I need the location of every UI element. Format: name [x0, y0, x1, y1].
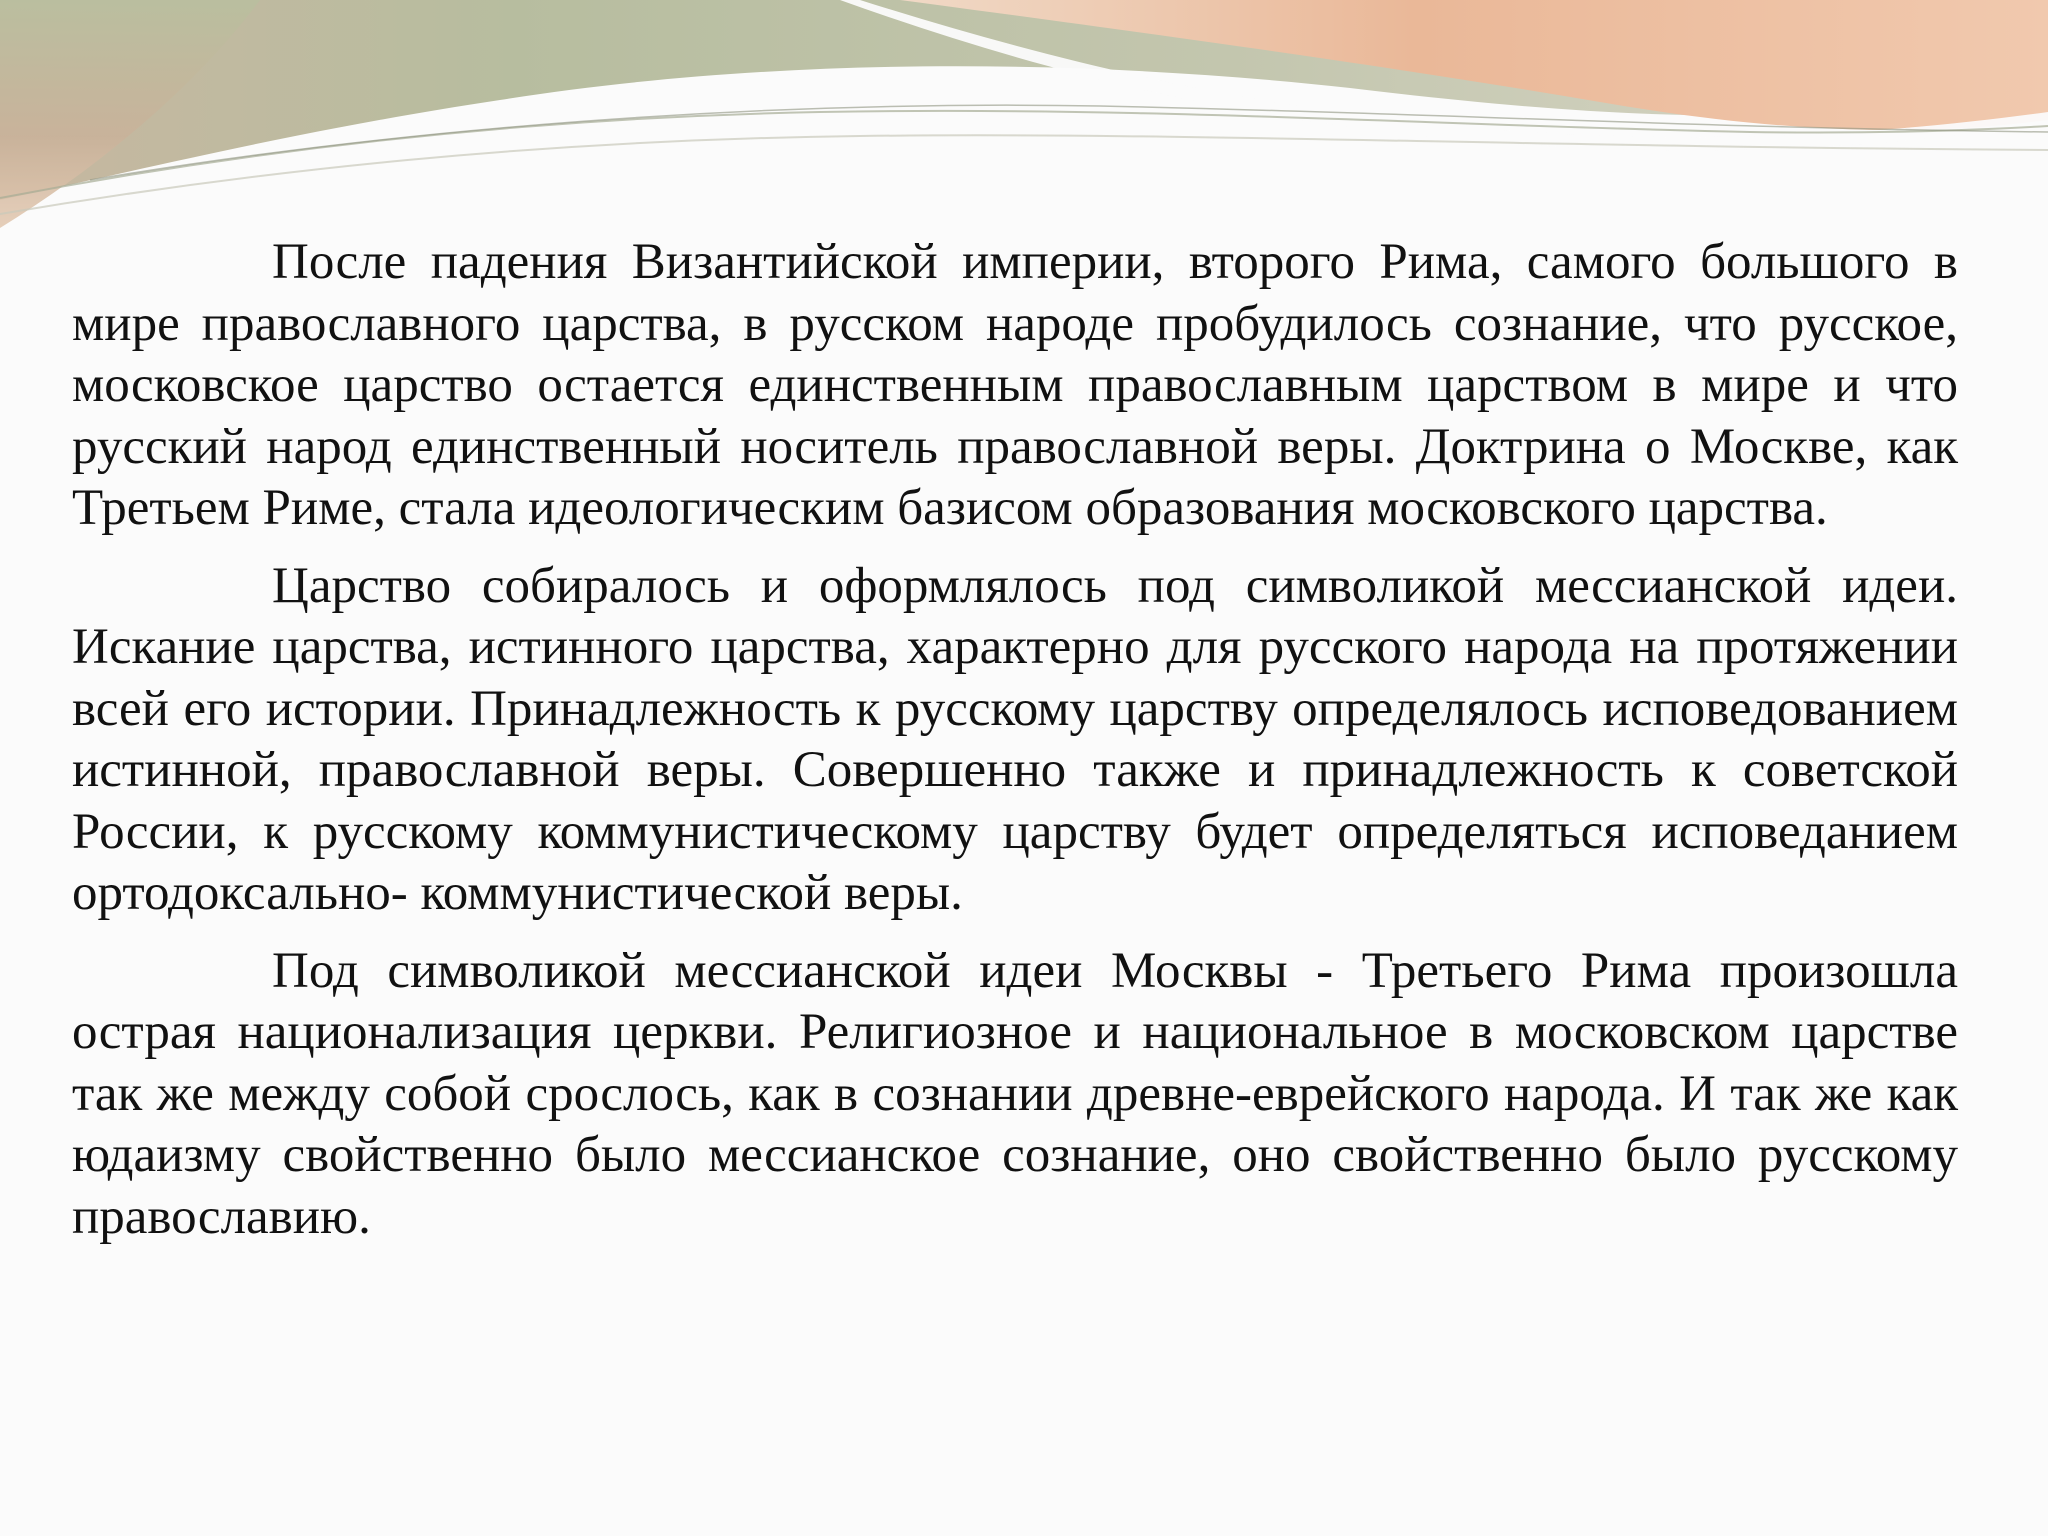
body-text: [72, 232, 1958, 1264]
paragraph-1: После падения Византийской империи, второго Рима, самого большого в мире православного царства, в русском народе пробудилось сознание, что русское, московское царство остается единственным православным царством в мире и что русский народ единственный носитель православной веры. Доктрина о Москве, как Третьем Риме, стала идеологическим базисом образования московского царства.: [72, 234, 1958, 536]
paragraph-2: Царство собиралось и оформлялось под символикой мессианской идеи. Искание царства, истинного царства, характерно для русского народа на протяжении всей его истории. Принадлежность к русскому царству определялось исповедованием истинной, православной веры. Совершенно также и принадлежность к советской России, к русскому коммунистическому царству будет определяться исповеданием ортодоксально- коммунистической веры.: [72, 557, 1958, 921]
header-wave-decoration: [0, 0, 2048, 260]
paragraph-3: Под символикой мессианской идеи Москвы - Третьего Рима произошла острая национализация церкви. Религиозное и национальное в московском царстве так же между собой срослось, как в сознании древне-еврейского народа. И так же как юдаизму свойственно было мессианское сознание, оно свойственно было русскому православию.: [72, 942, 1958, 1245]
